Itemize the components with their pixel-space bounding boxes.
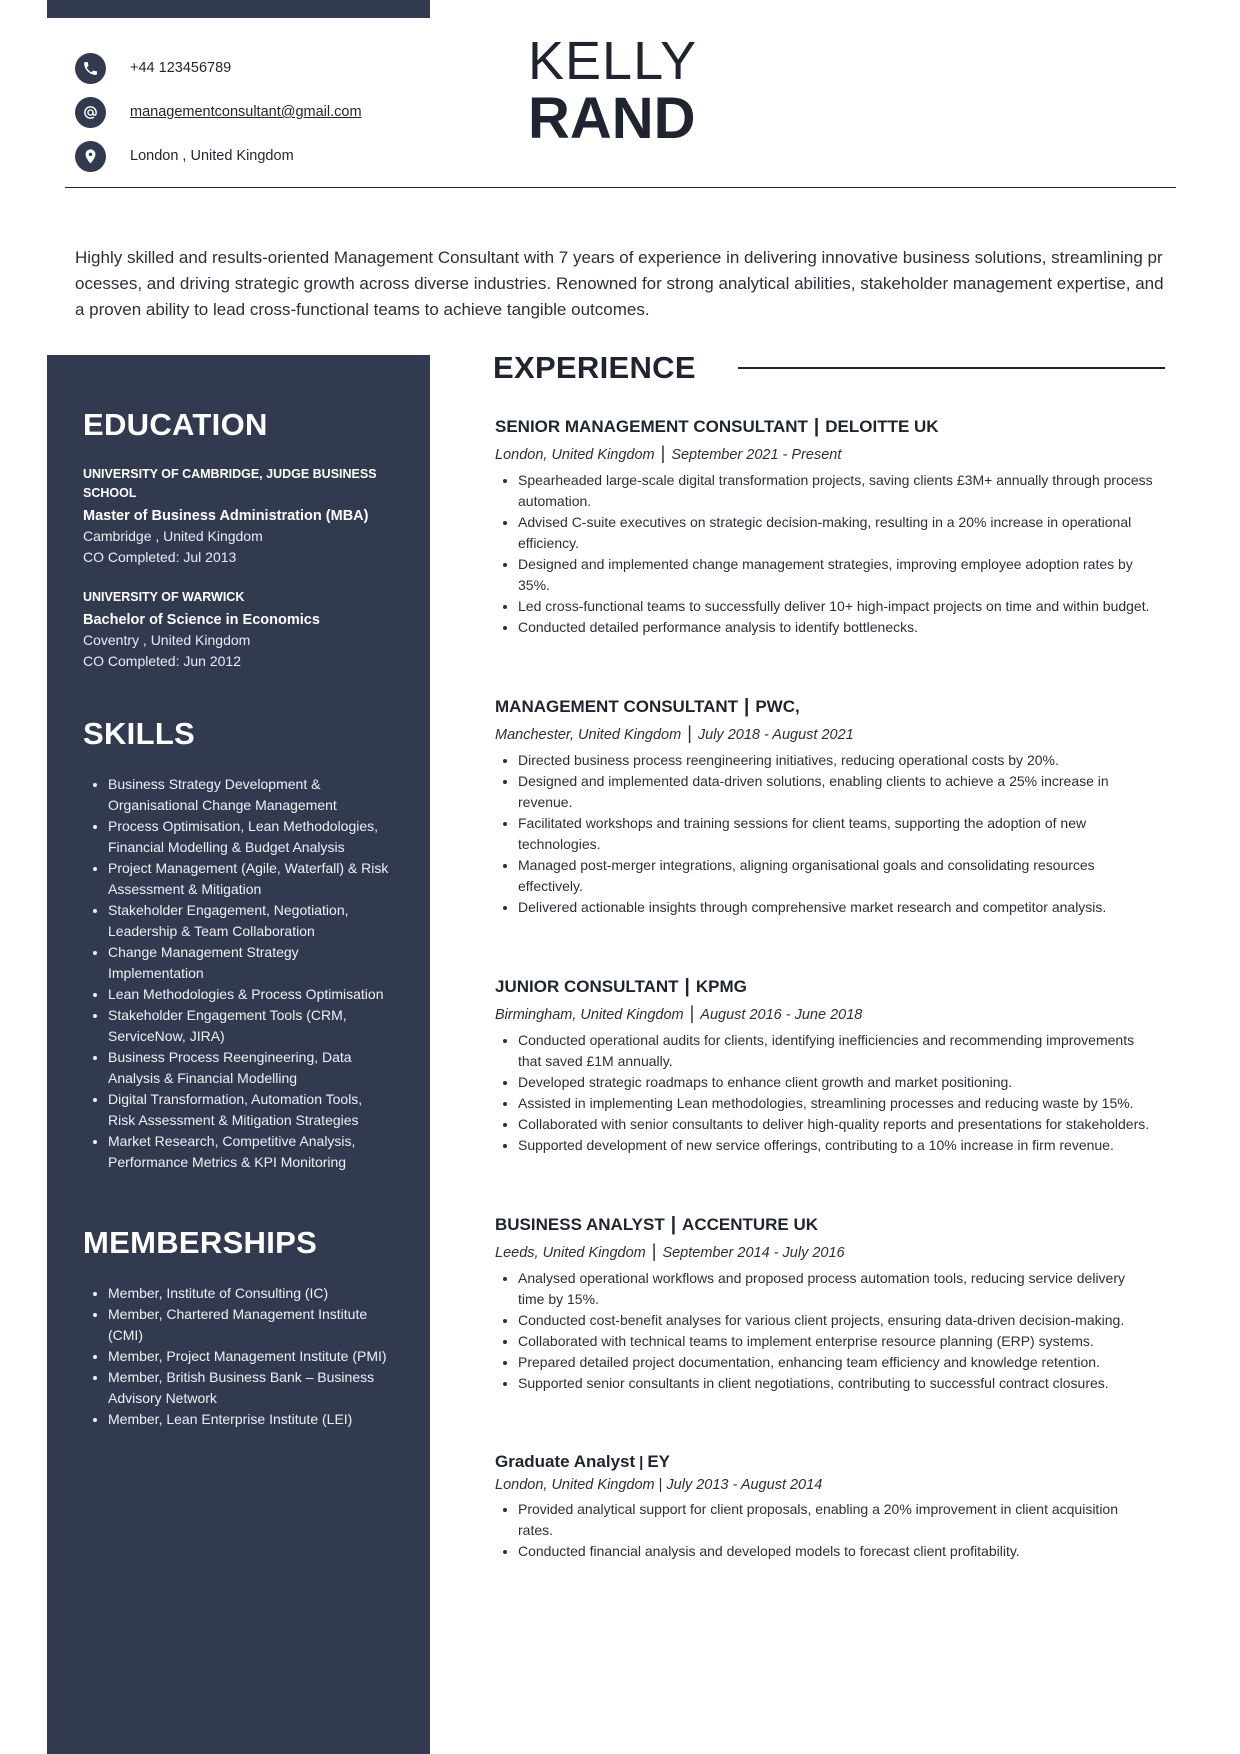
candidate-name [528,31,698,151]
job-meta: London, United Kingdom | September 2021 - Present [495,443,842,463]
job-city: Birmingham, [495,1007,577,1023]
phone-number: +44 123456789 [130,60,232,76]
location-pin-icon [75,141,106,172]
job-city: London, [495,447,548,463]
job-country: United Kingdom [551,447,655,463]
job-bullet: • Conducted operational audits for clients, identifying inefficiencies and recommending improvements that saved £1M annually. [518,1030,1155,1072]
job-bullet: • Collaborated with technical teams to implement enterprise resource planning (ERP) systems. [518,1331,1155,1352]
at-sign-icon [75,97,106,128]
job-title: SENIOR MANAGEMENT CONSULTANT | DELOITTE UK [495,416,939,437]
job-country: United Kingdom [578,727,682,743]
skill-item: • Project Management (Agile, Waterfall) & Risk Assessment & Mitigation [108,858,393,900]
job-role: Graduate Analyst [495,1452,636,1471]
skills-heading: SKILLS [83,716,196,751]
profile-summary: Highly skilled and results-oriented Management Consultant with 7 years of experience in delivering innovative business solutions, streamlining processes, and driving strategic growth across diverse industries. Renowned for strong analytical abilities, stakeholder management expertise, and a proven ability to lead cross-functional teams to achieve tangible outcomes. [75,248,1164,319]
job-bullet: • Delivered actionable insights through comprehensive market research and competitor analysis. [518,897,1155,918]
skills-list [83,774,393,1173]
job-title: BUSINESS ANALYST | ACCENTURE UK [495,1214,819,1235]
job-company: DELOITTE UK [825,417,939,436]
job-company: KPMG [695,977,747,996]
job-bullet: • Supported development of new service offerings, contributing to a 10% increase in firm revenue. [518,1135,1155,1156]
job-bullet: • Advised C-suite executives on strategic decision-making, resulting in a 20% increase in operational efficiency. [518,512,1155,554]
degree-name: Bachelor of Science in Economics [83,612,320,628]
job-bullets [495,750,1155,918]
job-entry [495,416,1155,638]
membership-item: • Member, Lean Enterprise Institute (LEI) [108,1409,393,1430]
membership-item: • Member, Institute of Consulting (IC) [108,1283,393,1304]
contact-list [75,52,362,184]
job-bullet: • Designed and implemented data-driven solutions, enabling clients to achieve a 25% increase in revenue. [518,771,1155,813]
job-bullet: • Managed post-merger integrations, aligning organisational goals and consolidating resources effectively. [518,855,1155,897]
job-title: JUNIOR CONSULTANT | KPMG [495,976,747,997]
job-country: United Kingdom [551,1477,655,1493]
education-item [83,465,393,568]
job-bullet: • Assisted in implementing Lean methodologies, streamlining processes and reducing waste by 15%. [518,1093,1155,1114]
top-accent-bar [47,0,430,18]
job-bullet: • Spearheaded large-scale digital transformation projects, saving clients £3M+ annually through process automation. [518,470,1155,512]
job-company: PWC, [755,697,800,716]
job-dates: August 2016 - June 2018 [700,1007,863,1023]
job-entry [495,976,1155,1156]
job-country: United Kingdom [580,1007,684,1023]
job-meta: Manchester, United Kingdom | July 2018 - August 2021 [495,723,854,743]
job-bullet: • Conducted detailed performance analysis to identify bottlenecks. [518,617,1155,638]
job-dates: July 2018 - August 2021 [697,727,854,743]
skill-item: • Change Management Strategy Implementation [108,942,393,984]
job-bullet: • Led cross-functional teams to successfully deliver 10+ high-impact projects on time and within budget. [518,596,1155,617]
job-entry [495,1452,1155,1562]
job-company: EY [647,1452,671,1471]
memberships-list [83,1283,393,1430]
education-item [83,588,393,672]
job-city: Leeds, [495,1245,539,1261]
skill-item: • Stakeholder Engagement Tools (CRM, ServiceNow, JIRA) [108,1005,393,1047]
job-bullets [495,1268,1155,1394]
skill-item: • Stakeholder Engagement, Negotiation, Leadership & Team Collaboration [108,900,393,942]
job-bullet: • Facilitated workshops and training sessions for client teams, supporting the adoption of new technologies. [518,813,1155,855]
school-location: Coventry , United Kingdom [83,632,251,648]
email-link[interactable]: managementconsultant@gmail.com [130,104,362,120]
job-title: Graduate Analyst | EY [495,1452,671,1471]
degree-name: Master of Business Administration (MBA) [83,508,369,524]
job-bullet: • Collaborated with senior consultants to deliver high-quality reports and presentations for stakeholders. [518,1114,1155,1135]
skill-item: • Business Process Reengineering, Data Analysis & Financial Modelling [108,1047,393,1089]
skill-item: • Digital Transformation, Automation Tools, Risk Assessment & Mitigation Strategies [108,1089,393,1131]
experience-header [493,350,1155,386]
job-bullet: • Directed business process reengineering initiatives, reducing operational costs by 20%. [518,750,1155,771]
job-country: United Kingdom [542,1245,646,1261]
job-bullet: • Supported senior consultants in client negotiations, contributing to successful contract closures. [518,1373,1155,1394]
job-dates: September 2014 - July 2016 [662,1245,845,1261]
job-city: London, [495,1477,548,1493]
phone-icon [75,53,106,84]
job-entry [495,1214,1155,1394]
job-role: BUSINESS ANALYST [495,1215,665,1234]
contact-location [75,140,362,172]
job-bullet: • Designed and implemented change management strategies, improving employee adoption rates by 35%. [518,554,1155,596]
last-name: RAND [528,86,696,151]
job-meta: London, United Kingdom | July 2013 - August 2014 [495,1477,823,1493]
education-heading: EDUCATION [83,407,268,442]
contact-email [75,96,362,128]
education-section [83,407,393,672]
first-name: KELLY [528,31,698,91]
skill-item: • Process Optimisation, Lean Methodologies, Financial Modelling & Budget Analysis [108,816,393,858]
job-bullet: • Developed strategic roadmaps to enhance client growth and market positioning. [518,1072,1155,1093]
job-bullet: • Conducted cost-benefit analyses for various client projects, ensuring data-driven decision-making. [518,1310,1155,1331]
job-bullets [495,470,1155,638]
header-divider [65,187,1176,188]
completion-date: CO Completed: Jun 2012 [83,653,241,669]
skill-item: • Business Strategy Development & Organisational Change Management [108,774,393,816]
memberships-heading: MEMBERSHIPS [83,1225,318,1260]
job-city: Manchester, [495,727,574,743]
school-location: Cambridge , United Kingdom [83,528,263,544]
membership-item: • Member, Chartered Management Institute (CMI) [108,1304,393,1346]
job-entry [495,696,1155,918]
skill-item: • Lean Methodologies & Process Optimisation [108,984,393,1005]
job-dates: July 2013 - August 2014 [666,1477,823,1493]
job-bullet: • Conducted financial analysis and developed models to forecast client profitability. [518,1541,1155,1562]
location-text: London , United Kingdom [130,148,294,164]
job-bullet: • Analysed operational workflows and proposed process automation tools, reducing service delivery time by 15%. [518,1268,1155,1310]
experience-rule [738,367,1165,369]
skills-section [83,716,393,1173]
job-bullets [495,1030,1155,1156]
membership-item: • Member, Project Management Institute (PMI) [108,1346,393,1367]
job-bullet: • Prepared detailed project documentation, enhancing team efficiency and knowledge retention. [518,1352,1155,1373]
job-role: JUNIOR CONSULTANT [495,977,679,996]
job-role: SENIOR MANAGEMENT CONSULTANT [495,417,808,436]
membership-item: • Member, British Business Bank – Business Advisory Network [108,1367,393,1409]
school-name: UNIVERSITY OF WARWICK [83,590,245,604]
memberships-section [83,1225,393,1430]
completion-date: CO Completed: Jul 2013 [83,549,237,565]
job-company: ACCENTURE UK [682,1215,819,1234]
job-bullet: • Provided analytical support for client proposals, enabling a 20% improvement in client acquisition rates. [518,1499,1155,1541]
job-meta: Birmingham, United Kingdom | August 2016 - June 2018 [495,1003,863,1023]
experience-heading: EXPERIENCE [493,350,696,385]
sidebar [47,355,430,1754]
job-bullets [495,1499,1155,1562]
job-dates: September 2021 - Present [671,447,842,463]
skill-item: • Market Research, Competitive Analysis, Performance Metrics & KPI Monitoring [108,1131,393,1173]
job-role: MANAGEMENT CONSULTANT [495,697,739,716]
job-title: MANAGEMENT CONSULTANT | PWC, [495,696,800,717]
job-meta: Leeds, United Kingdom | September 2014 - July 2016 [495,1241,845,1261]
contact-phone [75,52,362,84]
experience-section [495,350,1155,1620]
school-name: UNIVERSITY OF CAMBRIDGE, JUDGE BUSINESS SCHOOL [83,467,377,500]
